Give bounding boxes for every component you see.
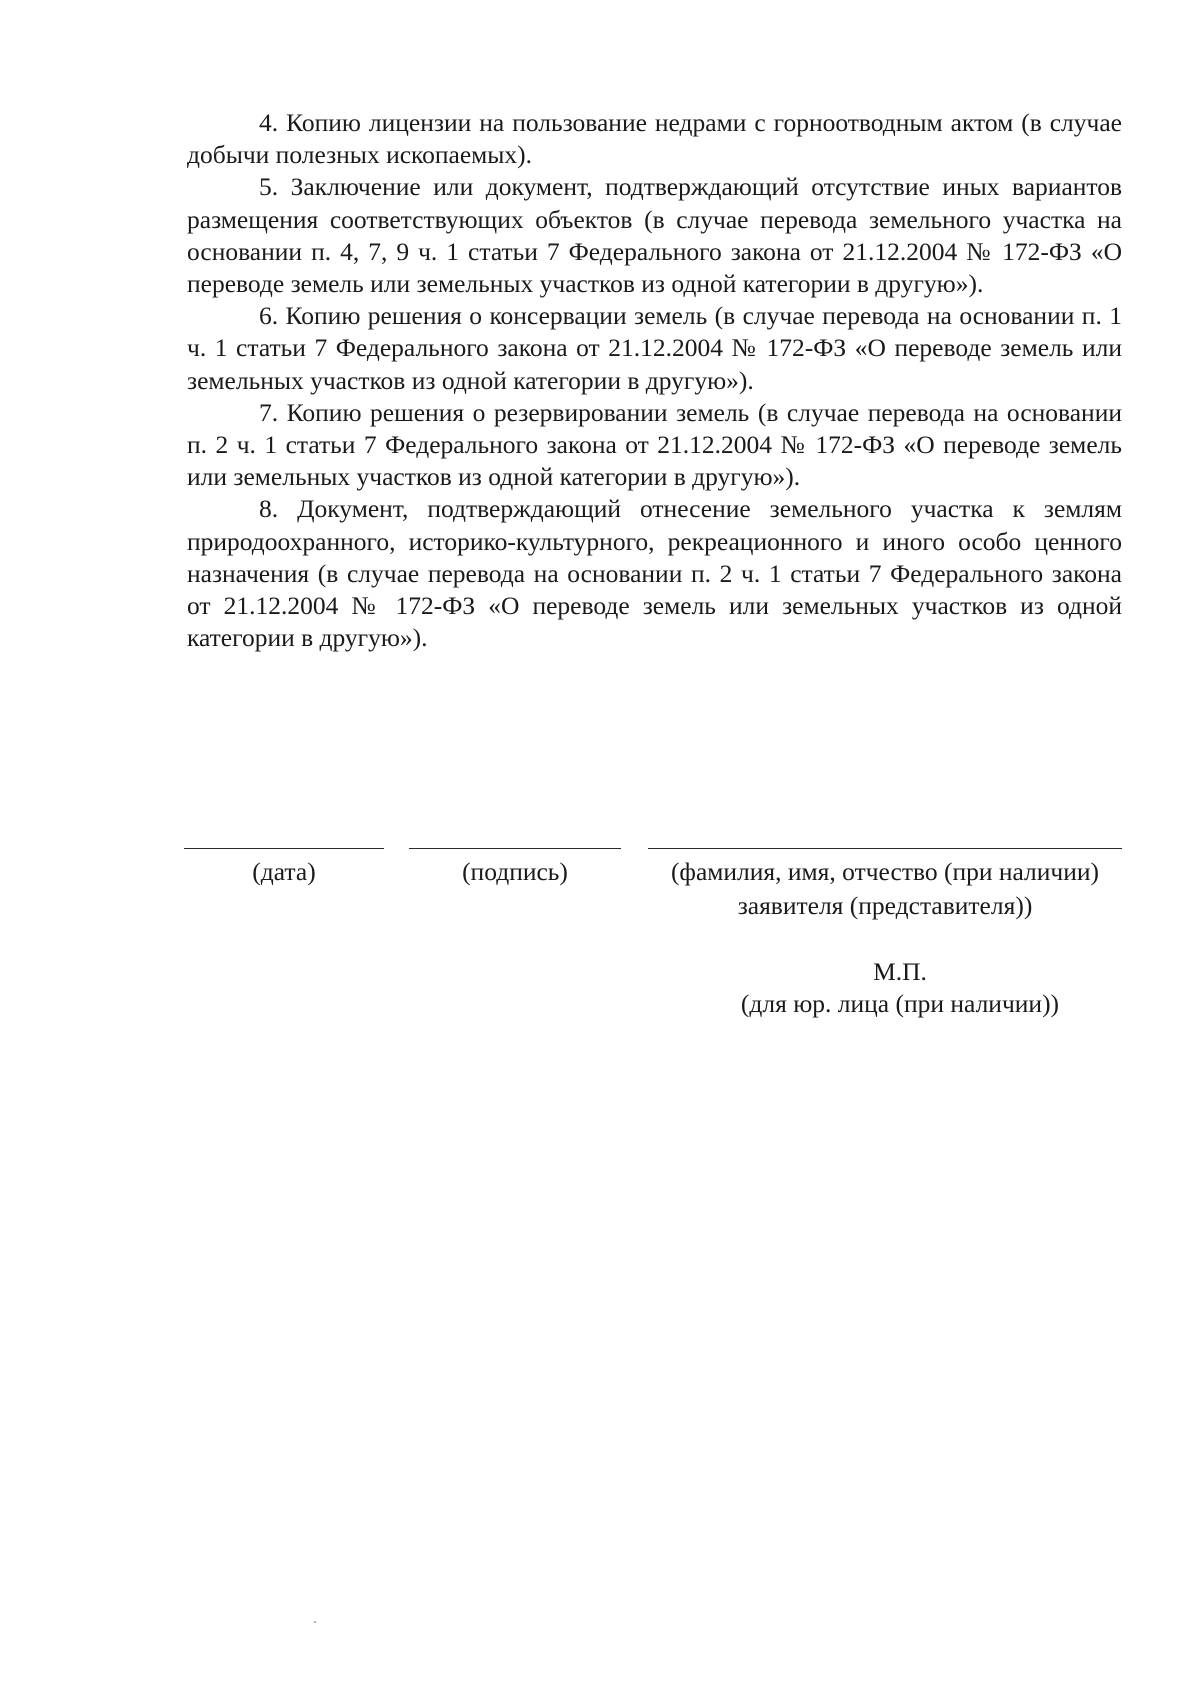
list-item-8: 8. Документ, подтверждающий отнесение земельного участка к землям природоохранного, историко-культурного, рекреационного и иного особо ценного назначения (в случае перевода на основании п. 2 ч. 1 статьи 7 Федерального закона от 21.12.2004 № 172-ФЗ «О переводе земель или земельных участков из одной категории в другую»). bbox=[187, 494, 1122, 653]
scan-speck bbox=[314, 1621, 316, 1623]
list-item-7: 7. Копию решения о резервировании земель (в случае перевода на основании п. 2 ч. 1 статьи 7 Федерального закона от 21.12.2004 № 172-ФЗ «О переводе земель или земельных участков из одной категории в другую»). bbox=[187, 397, 1122, 492]
name-label-line2: заявителя (представителя)) bbox=[737, 891, 1033, 920]
name-underline bbox=[648, 848, 1122, 849]
document-body bbox=[187, 107, 1122, 654]
date-label: (дата) bbox=[252, 857, 316, 886]
date-underline bbox=[184, 848, 384, 849]
signature-label: (подпись) bbox=[462, 857, 568, 886]
signature-underline bbox=[409, 848, 621, 849]
name-label-line1: (фамилия, имя, отчество (при наличии) bbox=[670, 857, 1100, 886]
stamp-note: (для юр. лица (при наличии)) bbox=[740, 989, 1060, 1018]
stamp-label: М.П. bbox=[873, 957, 927, 986]
list-item-5: 5. Заключение или документ, подтверждающий отсутствие иных вариантов размещения соответствующих объектов (в случае перевода земельного участка на основании п. 4, 7, 9 ч. 1 статьи 7 Федерального закона от 21.12.2004 № 172-ФЗ «О переводе земель или земельных участков из одной категории в другую»). bbox=[187, 172, 1122, 299]
list-item-4: 4. Копию лицензии на пользование недрами с горноотводным актом (в случае добычи полезных ископаемых). bbox=[187, 108, 1122, 170]
list-item-6: 6. Копию решения о консервации земель (в случае перевода на основании п. 1 ч. 1 статьи 7 Федерального закона от 21.12.2004 № 172-ФЗ «О переводе земель или земельных участков из одной категории в другую»). bbox=[187, 301, 1122, 395]
